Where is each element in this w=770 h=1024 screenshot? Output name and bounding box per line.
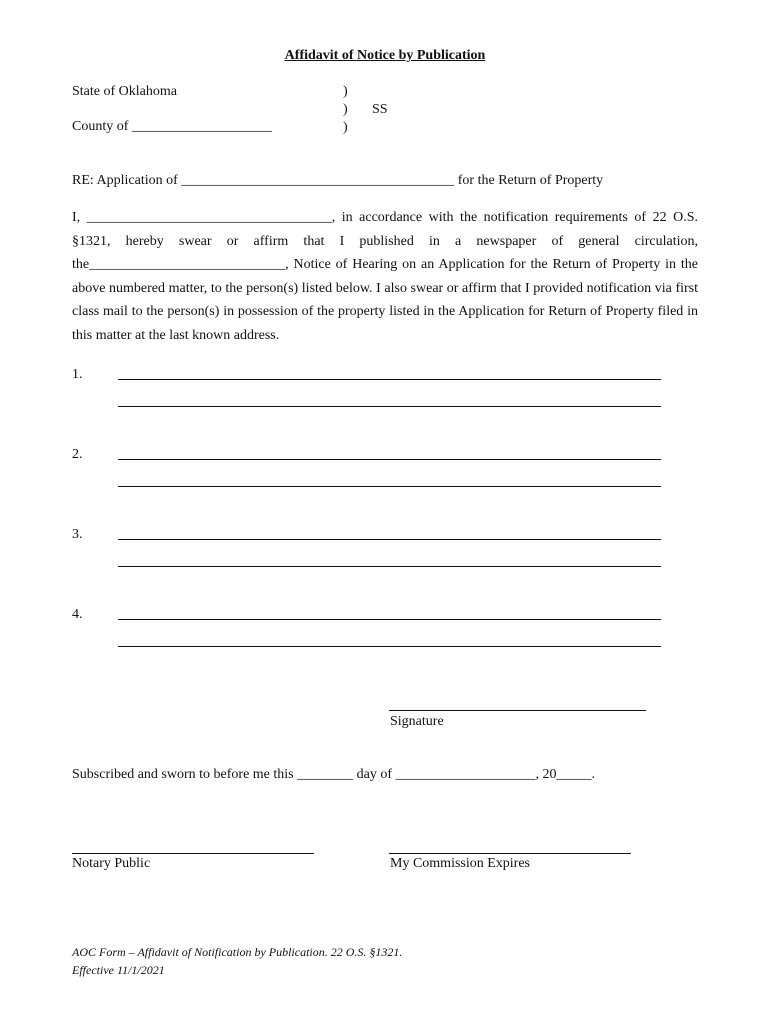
person-2-line-1[interactable] [118, 459, 661, 460]
list-number-2: 2. [72, 447, 83, 462]
person-1-line-1[interactable] [118, 379, 661, 380]
notary-signature-line[interactable] [72, 853, 314, 854]
venue-paren-2: ) [343, 102, 348, 117]
venue-paren-1: ) [343, 84, 348, 99]
list-number-4: 4. [72, 607, 83, 622]
person-2-line-2[interactable] [118, 486, 661, 487]
form-title: Affidavit of Notice by Publication [284, 48, 486, 63]
ss-label: SS [372, 102, 388, 117]
commission-expires-line[interactable] [389, 853, 631, 854]
county-label: County of ____________________ [72, 119, 272, 134]
person-4-line-1[interactable] [118, 619, 661, 620]
list-number-1: 1. [72, 367, 83, 382]
affidavit-paragraph: I, ___________________________________, in accordance with the notification requirements of 22 O.S. §1321, hereby swear or affirm that I published in a newspaper of general circulation, the____________________________, Notice of Hearing on an Application for the Return of Property in the above numbered matter, to the person(s) listed below. I also swear or affirm that I provided notification via first class mail to the person(s) in possession of the property listed in the Application for Return of Property filed in this matter at the last known address. [72, 210, 698, 343]
state-label: State of Oklahoma [72, 84, 177, 99]
signature-line[interactable] [389, 710, 646, 711]
venue-paren-3: ) [343, 120, 348, 135]
person-3-line-1[interactable] [118, 539, 661, 540]
subscribed-sworn-line: Subscribed and sworn to before me this ________ day of ____________________, 20_____. [72, 767, 595, 782]
commission-expires-label: My Commission Expires [390, 856, 531, 871]
person-3-line-2[interactable] [118, 566, 661, 567]
list-number-3: 3. [72, 527, 83, 542]
footer-effective-date: Effective 11/1/2021 [72, 963, 165, 977]
re-application-line: RE: Application of _______________________________________ for the Return of Property [72, 173, 604, 188]
notary-public-label: Notary Public [72, 856, 151, 871]
footer-form-reference: AOC Form – Affidavit of Notification by Publication. 22 O.S. §1321. [72, 945, 403, 959]
person-1-line-2[interactable] [118, 406, 661, 407]
signature-label: Signature [390, 714, 444, 729]
person-4-line-2[interactable] [118, 646, 661, 647]
